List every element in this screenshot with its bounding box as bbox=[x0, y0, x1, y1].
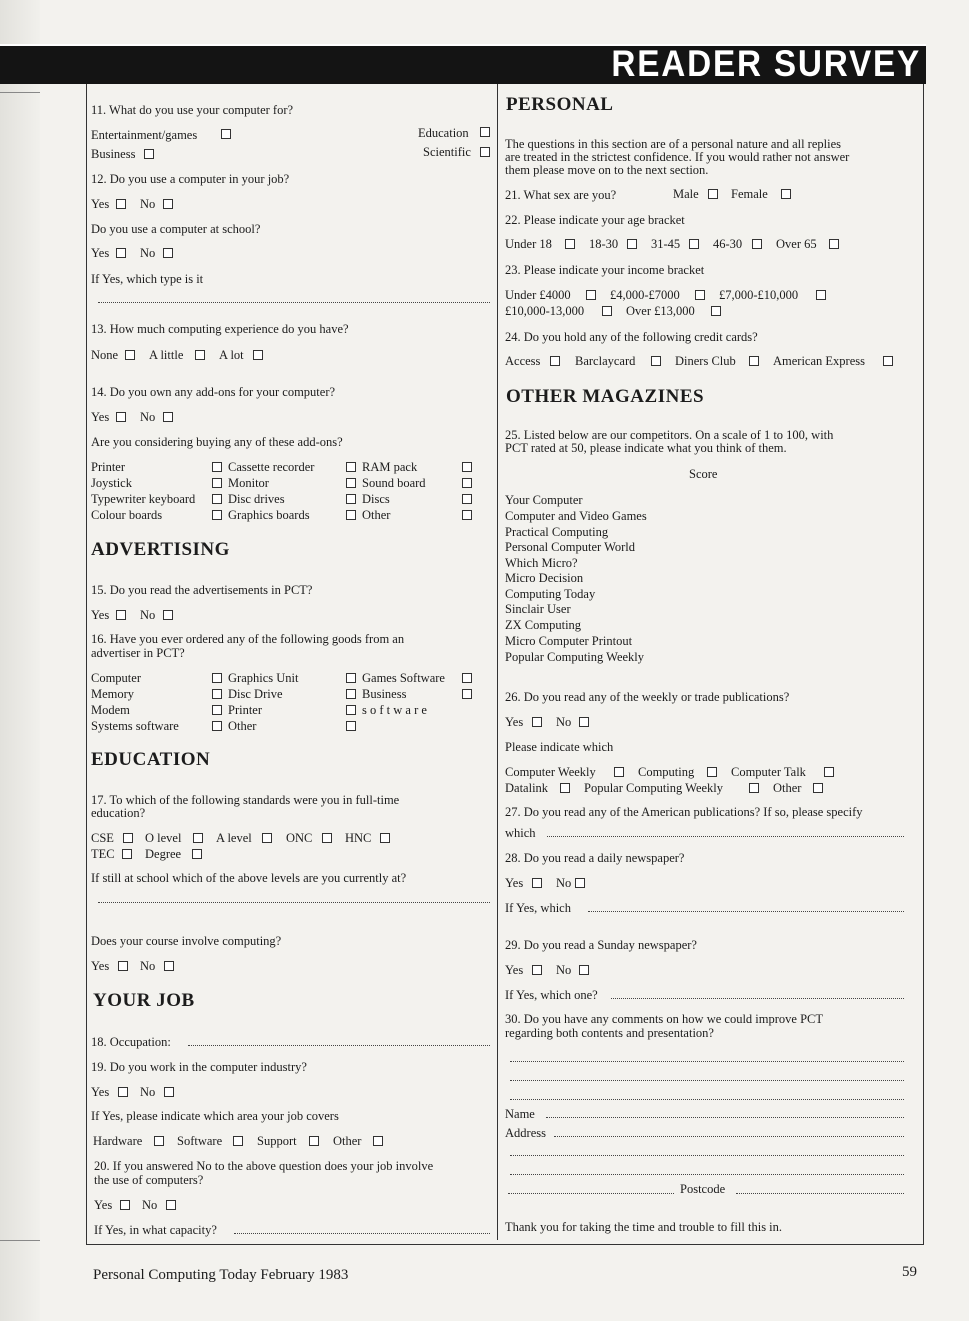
q12-question: 12. Do you use a computer in your job? bbox=[91, 172, 290, 186]
q16-question-line2: advertiser in PCT? bbox=[91, 646, 185, 660]
magazine-micro-computer-printout: Micro Computer Printout bbox=[505, 634, 633, 648]
card-american-express-checkbox[interactable] bbox=[883, 356, 893, 366]
q20-no-label: No bbox=[142, 1198, 158, 1212]
level-onc: ONC bbox=[286, 831, 313, 845]
q19-yes-checkbox[interactable] bbox=[118, 1087, 128, 1097]
goods-games-software-checkbox[interactable] bbox=[462, 673, 472, 683]
q11-education-checkbox[interactable] bbox=[480, 127, 490, 137]
q17-question-line1: 17. To which of the following standards were you in full-time bbox=[91, 793, 400, 807]
goods-business: Business bbox=[362, 687, 407, 701]
magazine-sinclair-user: Sinclair User bbox=[505, 602, 571, 616]
area-hardware-checkbox[interactable] bbox=[154, 1136, 164, 1146]
level-tec: TEC bbox=[91, 847, 115, 861]
address-field-line-2[interactable] bbox=[510, 1155, 904, 1156]
weekly-other: Other bbox=[773, 781, 802, 795]
q11-scientific-checkbox[interactable] bbox=[480, 147, 490, 157]
card-diners-club-checkbox[interactable] bbox=[749, 356, 759, 366]
goods-modem-checkbox[interactable] bbox=[212, 705, 222, 715]
addon-graphics-boards: Graphics boards bbox=[228, 508, 310, 522]
q15-no-checkbox[interactable] bbox=[163, 610, 173, 620]
book-spine bbox=[0, 0, 40, 1321]
goods-disc-drive: Disc Drive bbox=[228, 687, 283, 701]
q28-no-label: No bbox=[556, 876, 572, 890]
sex-female-checkbox[interactable] bbox=[781, 189, 791, 199]
q11-option-scientific: Scientific bbox=[423, 145, 471, 159]
magazine-zx-computing: ZX Computing bbox=[505, 618, 582, 632]
area-software: Software bbox=[177, 1134, 223, 1148]
q13-a-little-checkbox[interactable] bbox=[195, 350, 205, 360]
magazine-computer-and-video-games: Computer and Video Games bbox=[505, 509, 647, 523]
age-31-45-checkbox[interactable] bbox=[689, 239, 699, 249]
q12-school-question: Do you use a computer at school? bbox=[91, 222, 261, 236]
area-hardware: Hardware bbox=[93, 1134, 143, 1148]
q26-yes-checkbox[interactable] bbox=[532, 717, 542, 727]
magazine-personal-computer-world: Personal Computer World bbox=[505, 540, 635, 554]
goods-printer-checkbox[interactable] bbox=[346, 705, 356, 715]
age-46-30: 46-30 bbox=[713, 237, 743, 251]
area-other: Other bbox=[333, 1134, 362, 1148]
goods-disc-drive-checkbox[interactable] bbox=[346, 689, 356, 699]
other-magazines-heading: OTHER MAGAZINES bbox=[506, 386, 705, 407]
q30-question-line2: regarding both contents and presentation? bbox=[505, 1026, 714, 1040]
addon-cassette-recorder: Cassette recorder bbox=[228, 460, 315, 474]
weekly-popular-computing-weekly: Popular Computing Weekly bbox=[584, 781, 724, 795]
income-4000-7000: £4,000-£7000 bbox=[610, 288, 680, 302]
addon-cassette-checkbox[interactable] bbox=[346, 462, 356, 472]
goods-printer: Printer bbox=[228, 703, 263, 717]
magazine-which-micro: Which Micro? bbox=[505, 556, 578, 570]
q18-occupation-label: 18. Occupation: bbox=[91, 1035, 171, 1049]
q27-question-line2: which bbox=[505, 826, 536, 840]
education-heading: EDUCATION bbox=[91, 749, 211, 770]
income-4000-7000-checkbox[interactable] bbox=[695, 290, 705, 300]
q14-no-label: No bbox=[140, 410, 156, 424]
level-cse-checkbox[interactable] bbox=[123, 833, 133, 843]
advertising-heading: ADVERTISING bbox=[91, 539, 230, 560]
q11-business-checkbox[interactable] bbox=[144, 149, 154, 159]
income-10000-13000: £10,000-13,000 bbox=[505, 304, 585, 318]
q25-question-line2: PCT rated at 50, please indicate what you think of them. bbox=[505, 441, 787, 455]
comments-line-2[interactable] bbox=[510, 1080, 904, 1081]
q26-no-checkbox[interactable] bbox=[579, 717, 589, 727]
course-question: Does your course involve computing? bbox=[91, 934, 282, 948]
q12-yes-label: Yes bbox=[91, 197, 110, 211]
addon-printer: Printer bbox=[91, 460, 126, 474]
weekly-computer-weekly: Computer Weekly bbox=[505, 765, 596, 779]
q15-yes-label: Yes bbox=[91, 608, 110, 622]
addon-colour-boards: Colour boards bbox=[91, 508, 163, 522]
addon-disc-drives-checkbox[interactable] bbox=[346, 494, 356, 504]
q13-question: 13. How much computing experience do you have? bbox=[91, 322, 349, 336]
address-field-line-4[interactable] bbox=[508, 1193, 674, 1194]
daily-newspaper-field[interactable] bbox=[588, 911, 904, 912]
addon-graphics-boards-checkbox[interactable] bbox=[346, 510, 356, 520]
weekly-popular-computing-weekly-checkbox[interactable] bbox=[749, 783, 759, 793]
addon-colour-boards-checkbox[interactable] bbox=[212, 510, 222, 520]
q28-no-checkbox[interactable] bbox=[575, 878, 585, 888]
q15-no-label: No bbox=[140, 608, 156, 622]
q29-which-label: If Yes, which one? bbox=[505, 988, 598, 1002]
q28-question: 28. Do you read a daily newspaper? bbox=[505, 851, 685, 865]
addon-ram-pack: RAM pack bbox=[362, 460, 418, 474]
addon-discs: Discs bbox=[362, 492, 390, 506]
addon-monitor: Monitor bbox=[228, 476, 269, 490]
q30-question-line1: 30. Do you have any comments on how we could improve PCT bbox=[505, 1012, 824, 1026]
sex-male: Male bbox=[673, 187, 699, 201]
capacity-label: If Yes, in what capacity? bbox=[94, 1223, 217, 1237]
capacity-field[interactable] bbox=[234, 1233, 490, 1234]
q14-yes-checkbox[interactable] bbox=[116, 412, 126, 422]
q19-no-label: No bbox=[140, 1085, 156, 1099]
goods-computer-checkbox[interactable] bbox=[212, 673, 222, 683]
level-o-level: O level bbox=[145, 831, 182, 845]
your-job-heading: YOUR JOB bbox=[93, 990, 195, 1011]
addon-typewriter-checkbox[interactable] bbox=[212, 494, 222, 504]
q29-yes-checkbox[interactable] bbox=[532, 965, 542, 975]
age-under-18: Under 18 bbox=[505, 237, 552, 251]
q29-no-label: No bbox=[556, 963, 572, 977]
goods-computer: Computer bbox=[91, 671, 141, 685]
address-field-line-1[interactable] bbox=[554, 1136, 904, 1137]
course-yes-label: Yes bbox=[91, 959, 110, 973]
income-under-4000-checkbox[interactable] bbox=[586, 290, 596, 300]
sex-female: Female bbox=[731, 187, 768, 201]
age-over-65-checkbox[interactable] bbox=[829, 239, 839, 249]
addon-sound-board-checkbox[interactable] bbox=[462, 478, 472, 488]
q11-option-business: Business bbox=[91, 147, 136, 161]
q29-question: 29. Do you read a Sunday newspaper? bbox=[505, 938, 697, 952]
addon-other-checkbox[interactable] bbox=[462, 510, 472, 520]
weekly-other-checkbox[interactable] bbox=[813, 783, 823, 793]
q16-question-line1: 16. Have you ever ordered any of the following goods from an bbox=[91, 632, 405, 646]
q27-question-line1: 27. Do you read any of the American publications? If so, please specify bbox=[505, 805, 863, 819]
magazine-practical-computing: Practical Computing bbox=[505, 525, 609, 539]
personal-intro-line2: are treated in the strictest confidence. If you would rather not answer bbox=[505, 150, 850, 164]
q13-a-lot-checkbox[interactable] bbox=[253, 350, 263, 360]
name-label: Name bbox=[505, 1107, 535, 1121]
magazine-micro-decision: Micro Decision bbox=[505, 571, 584, 585]
magazine-computing-today: Computing Today bbox=[505, 587, 596, 601]
magazine-popular-computing-weekly: Popular Computing Weekly bbox=[505, 650, 645, 664]
q29-yes-label: Yes bbox=[505, 963, 524, 977]
addon-monitor-checkbox[interactable] bbox=[346, 478, 356, 488]
comments-line-3[interactable] bbox=[510, 1099, 904, 1100]
address-label: Address bbox=[505, 1126, 546, 1140]
q12-school-type-field[interactable] bbox=[98, 302, 490, 303]
area-software-checkbox[interactable] bbox=[233, 1136, 243, 1146]
level-cse: CSE bbox=[91, 831, 114, 845]
goods-systems-software: Systems software bbox=[91, 719, 179, 733]
q12-school-yes-label: Yes bbox=[91, 246, 110, 260]
q11-option-education: Education bbox=[418, 126, 469, 140]
card-barclaycard: Barclaycard bbox=[575, 354, 636, 368]
q20-yes-label: Yes bbox=[94, 1198, 113, 1212]
level-degree: Degree bbox=[145, 847, 182, 861]
goods-memory-checkbox[interactable] bbox=[212, 689, 222, 699]
q11-entertainment-checkbox[interactable] bbox=[221, 129, 231, 139]
income-7000-10000-checkbox[interactable] bbox=[816, 290, 826, 300]
q19-no-checkbox[interactable] bbox=[164, 1087, 174, 1097]
sex-male-checkbox[interactable] bbox=[708, 189, 718, 199]
q26-no-label: No bbox=[556, 715, 572, 729]
level-hnc-checkbox[interactable] bbox=[380, 833, 390, 843]
course-yes-checkbox[interactable] bbox=[118, 961, 128, 971]
card-access-checkbox[interactable] bbox=[550, 356, 560, 366]
weekly-computer-weekly-checkbox[interactable] bbox=[614, 767, 624, 777]
personal-intro-line3: them please move on to the next section. bbox=[505, 163, 709, 177]
level-o-level-checkbox[interactable] bbox=[193, 833, 203, 843]
weekly-datalink-checkbox[interactable] bbox=[560, 783, 570, 793]
q12-school-no-label: No bbox=[140, 246, 156, 260]
q12-no-label: No bbox=[140, 197, 156, 211]
age-18-30-checkbox[interactable] bbox=[627, 239, 637, 249]
level-hnc: HNC bbox=[345, 831, 372, 845]
footer-publication: Personal Computing Today February 1983 bbox=[93, 1267, 349, 1283]
age-under-18-checkbox[interactable] bbox=[565, 239, 575, 249]
comments-line-1[interactable] bbox=[510, 1061, 904, 1062]
q23-question: 23. Please indicate your income bracket bbox=[505, 263, 705, 277]
income-over-13000-checkbox[interactable] bbox=[711, 306, 721, 316]
area-support: Support bbox=[257, 1134, 297, 1148]
q28-which-label: If Yes, which bbox=[505, 901, 571, 915]
income-under-4000: Under £4000 bbox=[505, 288, 571, 302]
q26-yes-label: Yes bbox=[505, 715, 524, 729]
goods-modem: Modem bbox=[91, 703, 130, 717]
name-field[interactable] bbox=[546, 1117, 904, 1118]
level-a-level-checkbox[interactable] bbox=[262, 833, 272, 843]
q13-option-a-little: A little bbox=[149, 348, 184, 362]
occupation-field[interactable] bbox=[188, 1045, 490, 1046]
q14-considering: Are you considering buying any of these add-ons? bbox=[91, 435, 343, 449]
age-46-30-checkbox[interactable] bbox=[752, 239, 762, 249]
level-a-level: A level bbox=[216, 831, 252, 845]
weekly-computer-talk: Computer Talk bbox=[731, 765, 806, 779]
q26-question: 26. Do you read any of the weekly or trade publications? bbox=[505, 690, 790, 704]
income-10000-13000-checkbox[interactable] bbox=[602, 306, 612, 316]
income-7000-10000: £7,000-£10,000 bbox=[719, 288, 799, 302]
q21-question: 21. What sex are you? bbox=[505, 188, 617, 202]
q20-no-checkbox[interactable] bbox=[166, 1200, 176, 1210]
personal-heading: PERSONAL bbox=[506, 94, 614, 115]
addon-ram-pack-checkbox[interactable] bbox=[462, 462, 472, 472]
addon-joystick: Joystick bbox=[91, 476, 132, 490]
addon-other: Other bbox=[362, 508, 391, 522]
goods-business-software: s o f t w a r e bbox=[362, 703, 427, 717]
goods-business-software-checkbox[interactable] bbox=[462, 689, 472, 699]
q12-yes-checkbox[interactable] bbox=[116, 199, 126, 209]
course-no-label: No bbox=[140, 959, 156, 973]
please-indicate-which: Please indicate which bbox=[505, 740, 614, 754]
course-no-checkbox[interactable] bbox=[164, 961, 174, 971]
q11-question: 11. What do you use your computer for? bbox=[91, 103, 294, 117]
q22-question: 22. Please indicate your age bracket bbox=[505, 213, 685, 227]
q13-option-a-lot: A lot bbox=[219, 348, 244, 362]
addon-disc-drives: Disc drives bbox=[228, 492, 285, 506]
postcode-field[interactable] bbox=[736, 1193, 904, 1194]
q20-yes-checkbox[interactable] bbox=[120, 1200, 130, 1210]
sunday-newspaper-field[interactable] bbox=[611, 998, 904, 999]
goods-memory: Memory bbox=[91, 687, 135, 701]
addon-discs-checkbox[interactable] bbox=[462, 494, 472, 504]
card-barclaycard-checkbox[interactable] bbox=[651, 356, 661, 366]
income-over-13000: Over £13,000 bbox=[626, 304, 695, 318]
card-diners-club: Diners Club bbox=[675, 354, 736, 368]
job-area-question: If Yes, please indicate which area your job covers bbox=[91, 1109, 339, 1123]
goods-systems-software-checkbox[interactable] bbox=[212, 721, 222, 731]
american-publications-field[interactable] bbox=[547, 836, 904, 837]
q12-school-type-label: If Yes, which type is it bbox=[91, 272, 204, 286]
level-tec-checkbox[interactable] bbox=[122, 849, 132, 859]
addon-joystick-checkbox[interactable] bbox=[212, 478, 222, 488]
q12-school-yes-checkbox[interactable] bbox=[116, 248, 126, 258]
q24-question: 24. Do you hold any of the following credit cards? bbox=[505, 330, 758, 344]
goods-other-checkbox[interactable] bbox=[346, 721, 356, 731]
age-over-65: Over 65 bbox=[776, 237, 817, 251]
school-level-field[interactable] bbox=[98, 902, 490, 903]
address-field-line-3[interactable] bbox=[510, 1174, 904, 1175]
q13-none-checkbox[interactable] bbox=[125, 350, 135, 360]
weekly-datalink: Datalink bbox=[505, 781, 549, 795]
area-other-checkbox[interactable] bbox=[373, 1136, 383, 1146]
age-31-45: 31-45 bbox=[651, 237, 681, 251]
q29-no-checkbox[interactable] bbox=[579, 965, 589, 975]
goods-other: Other bbox=[228, 719, 257, 733]
q20-question-line2: the use of computers? bbox=[94, 1173, 204, 1187]
q19-question: 19. Do you work in the computer industry? bbox=[91, 1060, 307, 1074]
weekly-computing-checkbox[interactable] bbox=[707, 767, 717, 777]
level-degree-checkbox[interactable] bbox=[192, 849, 202, 859]
addon-printer-checkbox[interactable] bbox=[212, 462, 222, 472]
footer-page-number: 59 bbox=[902, 1264, 917, 1280]
q15-question: 15. Do you read the advertisements in PCT? bbox=[91, 583, 313, 597]
goods-graphics-unit: Graphics Unit bbox=[228, 671, 299, 685]
q14-yes-label: Yes bbox=[91, 410, 110, 424]
q12-no-checkbox[interactable] bbox=[163, 199, 173, 209]
score-column-label: Score bbox=[689, 467, 718, 481]
area-support-checkbox[interactable] bbox=[309, 1136, 319, 1146]
q28-yes-checkbox[interactable] bbox=[532, 878, 542, 888]
level-onc-checkbox[interactable] bbox=[322, 833, 332, 843]
column-divider bbox=[497, 84, 498, 1240]
q19-yes-label: Yes bbox=[91, 1085, 110, 1099]
q14-no-checkbox[interactable] bbox=[163, 412, 173, 422]
still-at-school-question: If still at school which of the above levels are you currently at? bbox=[91, 871, 407, 885]
goods-games-software: Games Software bbox=[362, 671, 445, 685]
q12-school-no-checkbox[interactable] bbox=[163, 248, 173, 258]
q17-question-line2: education? bbox=[91, 806, 146, 820]
q15-yes-checkbox[interactable] bbox=[116, 610, 126, 620]
age-18-30: 18-30 bbox=[589, 237, 619, 251]
q28-yes-label: Yes bbox=[505, 876, 524, 890]
postcode-label: Postcode bbox=[680, 1182, 726, 1196]
q20-question-line1: 20. If you answered No to the above question does your job involve bbox=[94, 1159, 434, 1173]
thank-you-note: Thank you for taking the time and trouble to fill this in. bbox=[505, 1220, 783, 1234]
weekly-computer-talk-checkbox[interactable] bbox=[824, 767, 834, 777]
personal-intro-line1: The questions in this section are of a personal nature and all replies bbox=[505, 137, 842, 151]
magazine-your-computer: Your Computer bbox=[505, 493, 583, 507]
banner-title: READER SURVEY bbox=[611, 43, 921, 84]
goods-graphics-unit-checkbox[interactable] bbox=[346, 673, 356, 683]
card-american-express: American Express bbox=[773, 354, 865, 368]
weekly-computing: Computing bbox=[638, 765, 695, 779]
q13-option-none: None bbox=[91, 348, 119, 362]
card-access: Access bbox=[505, 354, 541, 368]
q14-question: 14. Do you own any add-ons for your computer? bbox=[91, 385, 336, 399]
addon-sound-board: Sound board bbox=[362, 476, 426, 490]
q25-question-line1: 25. Listed below are our competitors. On a scale of 1 to 100, with bbox=[505, 428, 834, 442]
q11-option-entertainment: Entertainment/games bbox=[91, 128, 198, 142]
addon-typewriter-keyboard: Typewriter keyboard bbox=[91, 492, 196, 506]
